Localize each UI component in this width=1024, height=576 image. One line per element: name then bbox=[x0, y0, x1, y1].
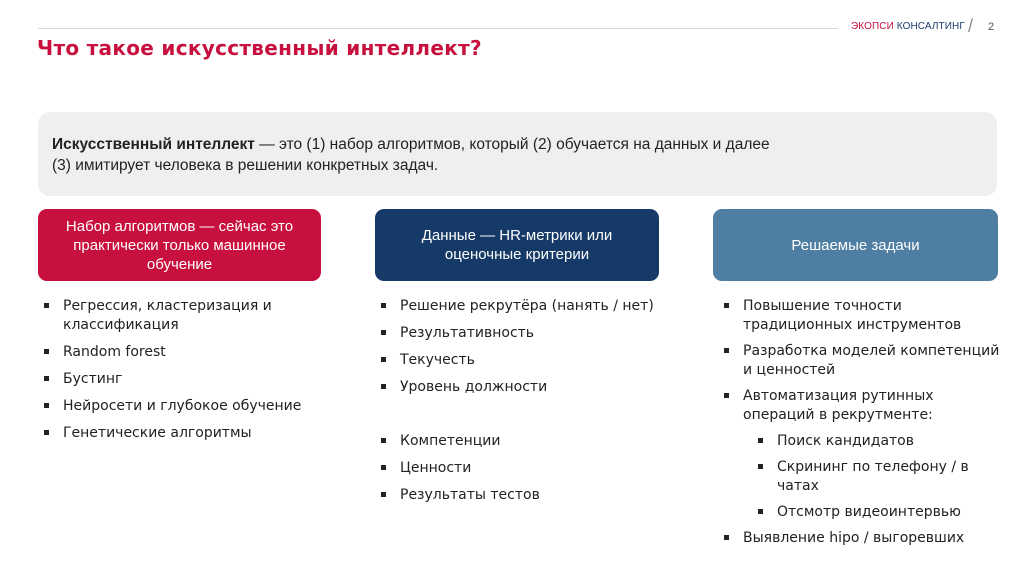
list-item: Результативность bbox=[379, 324, 679, 343]
bullet-icon bbox=[44, 430, 49, 435]
list-item: Текучесть bbox=[379, 351, 679, 370]
brand-logo: ЭКОПСИ КОНСАЛТИНГ bbox=[851, 21, 965, 32]
bullet-icon bbox=[758, 464, 763, 469]
list-item: Автоматизация рутинных операций в рекрутменте: bbox=[722, 387, 1002, 425]
list-item: Ценности bbox=[379, 459, 679, 478]
column-header-tasks: Решаемые задачи bbox=[713, 209, 998, 281]
tasks-list bbox=[722, 297, 1002, 548]
list-item: Разработка моделей компетенций и ценностей bbox=[722, 342, 1002, 380]
sub-list-item: Поиск кандидатов bbox=[722, 432, 1002, 451]
list-item: Выявление hipo / выгоревших bbox=[722, 529, 1002, 548]
list-item: Нейросети и глубокое обучение bbox=[42, 397, 312, 416]
definition-box bbox=[38, 112, 997, 196]
bullet-icon bbox=[758, 509, 763, 514]
data-metrics-list bbox=[379, 297, 679, 505]
page-title: Что такое искусственный интеллект? bbox=[37, 36, 482, 60]
list-item: Регрессия, кластеризация и классификация bbox=[42, 297, 312, 335]
list-item: Повышение точности традиционных инструментов bbox=[722, 297, 1002, 335]
sub-list-item: Скрининг по телефону / в чатах bbox=[722, 458, 1002, 496]
bullet-icon bbox=[44, 403, 49, 408]
list-item: Компетенции bbox=[379, 432, 679, 451]
header-separator: / bbox=[968, 16, 974, 36]
bullet-icon bbox=[44, 376, 49, 381]
bullet-icon bbox=[381, 303, 386, 308]
definition-text bbox=[52, 134, 770, 176]
definition-line-1: — это (1) набор алгоритмов, который (2) обучается на данных и далее bbox=[254, 136, 770, 153]
top-divider bbox=[38, 28, 838, 29]
algorithms-list bbox=[42, 297, 312, 443]
bullet-icon bbox=[724, 393, 729, 398]
bullet-icon bbox=[381, 465, 386, 470]
column-header-data: Данные — HR-метрики или оценочные критерии bbox=[375, 209, 659, 281]
list-item: Результаты тестов bbox=[379, 486, 679, 505]
bullet-icon bbox=[44, 303, 49, 308]
definition-line-2: (3) имитирует человека в решении конкретных задач. bbox=[52, 157, 439, 174]
definition-term: Искусственный интеллект bbox=[52, 136, 255, 153]
bullet-icon bbox=[381, 492, 386, 497]
bullet-icon bbox=[381, 357, 386, 362]
bullet-icon bbox=[381, 330, 386, 335]
bullet-icon bbox=[724, 303, 729, 308]
list-item: Random forest bbox=[42, 343, 312, 362]
page-number: 2 bbox=[988, 21, 995, 33]
list-item: Бустинг bbox=[42, 370, 312, 389]
sub-list-item: Отсмотр видеоинтервью bbox=[722, 503, 1002, 522]
bullet-icon bbox=[44, 349, 49, 354]
column-header-algorithms: Набор алгоритмов — сейчас это практически только машинное обучение bbox=[38, 209, 321, 281]
bullet-icon bbox=[724, 348, 729, 353]
list-item: Уровень должности bbox=[379, 378, 679, 397]
bullet-icon bbox=[381, 384, 386, 389]
list-item: Генетические алгоритмы bbox=[42, 424, 312, 443]
bullet-icon bbox=[724, 535, 729, 540]
list-item: Решение рекрутёра (нанять / нет) bbox=[379, 297, 679, 316]
bullet-icon bbox=[758, 438, 763, 443]
bullet-icon bbox=[381, 438, 386, 443]
